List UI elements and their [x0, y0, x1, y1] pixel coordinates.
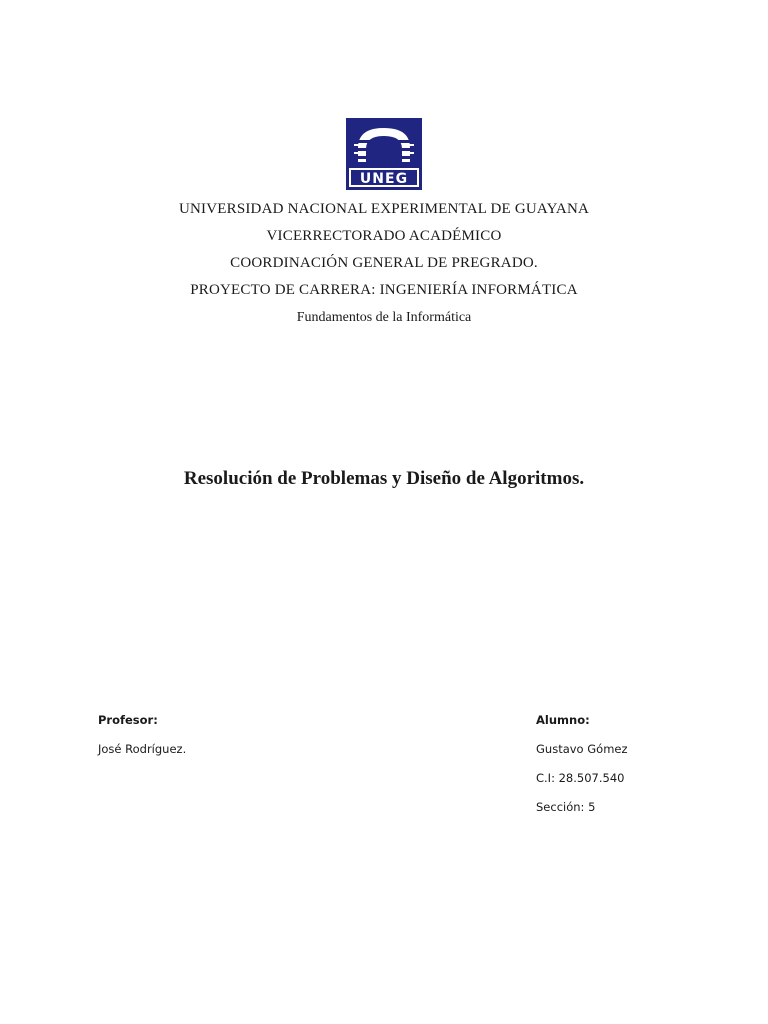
- coordinacion-line: COORDINACIÓN GENERAL DE PREGRADO.: [230, 255, 538, 271]
- student-name: Gustavo Gómez: [536, 742, 628, 756]
- university-name: UNIVERSIDAD NACIONAL EXPERIMENTAL DE GUAYANA: [178, 201, 590, 217]
- uneg-logo: [346, 118, 422, 190]
- svg-text:UNEG: UNEG: [359, 171, 409, 187]
- student-section: Sección: 5: [536, 800, 596, 814]
- document-title: Resolución de Problemas y Diseño de Algoritmos.: [183, 468, 585, 489]
- professor-label: Profesor:: [98, 713, 158, 727]
- proyecto-line: PROYECTO DE CARRERA: INGENIERÍA INFORMÁTICA: [190, 282, 578, 298]
- student-ci: C.I: 28.507.540: [536, 771, 625, 785]
- subject-line: Fundamentos de la Informática: [296, 310, 472, 325]
- student-label: Alumno:: [536, 713, 590, 727]
- professor-name: José Rodríguez.: [98, 742, 187, 756]
- institution-header: [0, 196, 768, 331]
- vicerrectorado-line: VICERRECTORADO ACADÉMICO: [266, 228, 502, 244]
